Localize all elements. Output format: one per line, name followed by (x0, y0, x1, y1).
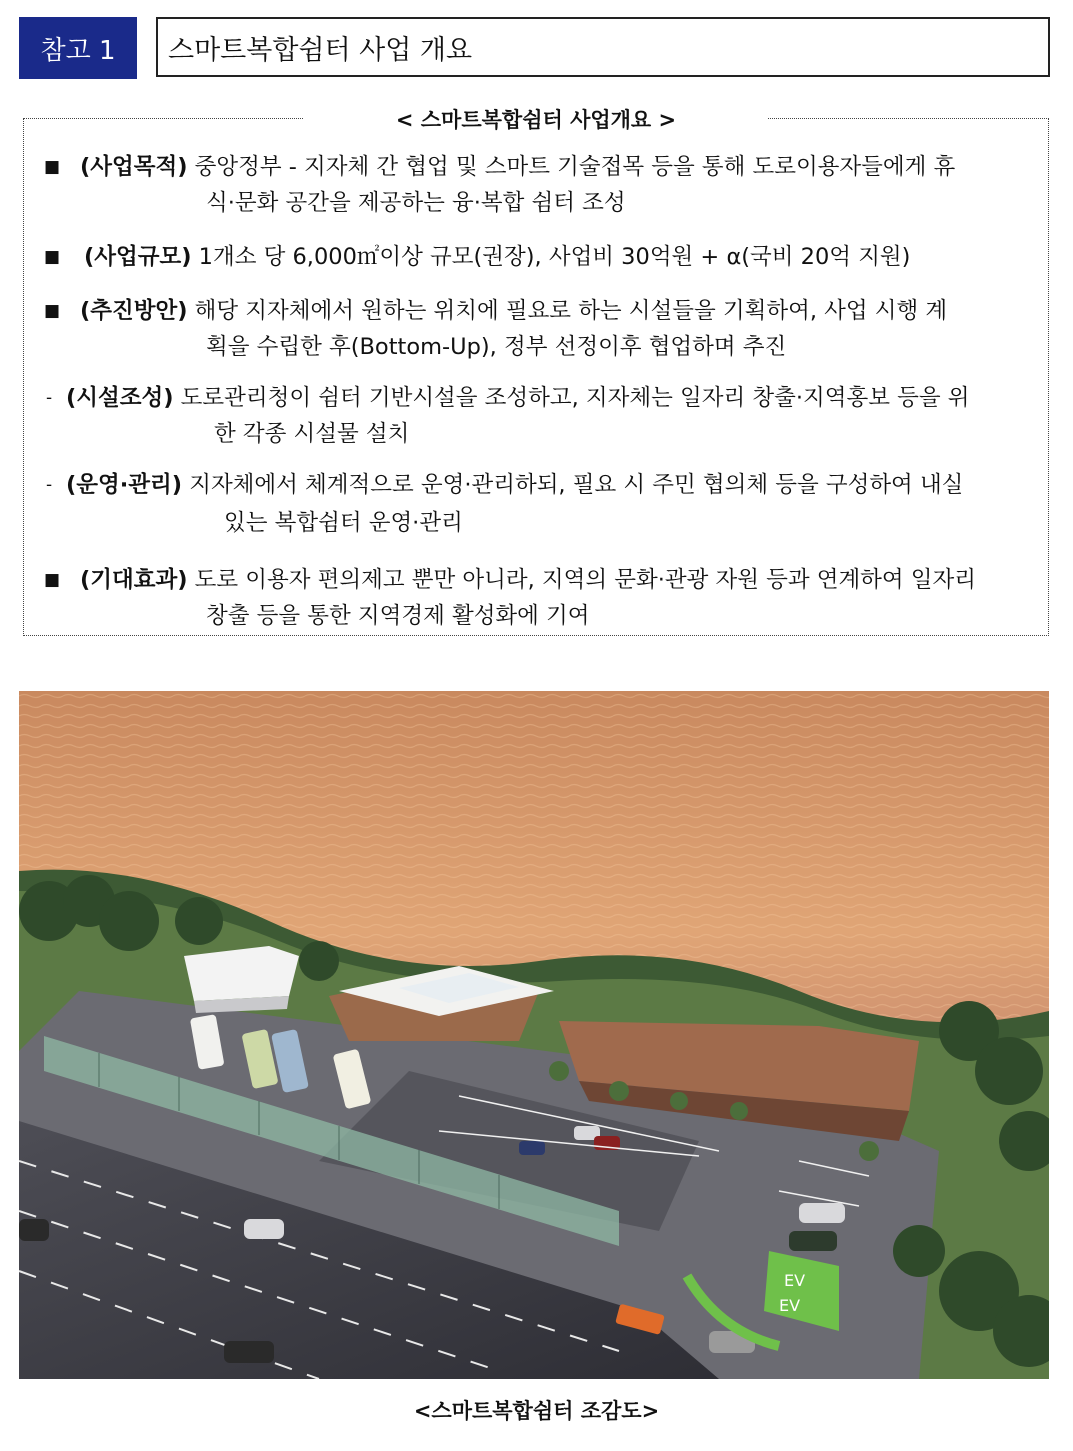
bullet-square-icon: ■ (44, 301, 61, 321)
item-line1 (84, 239, 910, 275)
item-label: (기대효과) (80, 567, 188, 593)
item-label: (사업목적) (80, 154, 188, 180)
bullet-square-icon: ■ (44, 157, 61, 177)
summary-heading (24, 104, 1048, 134)
summary-heading-text: < 스마트복합쉼터 사업개요 > (304, 108, 768, 132)
item-label: (추진방안) (80, 298, 188, 324)
item-line2: 창출 등을 통한 지역경제 활성화에 기여 (206, 603, 590, 629)
dash-marker: - (46, 475, 53, 495)
item-line1 (66, 380, 969, 416)
item-text: 도로관리청이 쉼터 기반시설을 조성하고, 지자체는 일자리 창출·지역홍보 등을 위 (173, 385, 970, 411)
item-text: 도로 이용자 편의제고 뿐만 아니라, 지역의 문화·관광 자원 등과 연계하여 일자리 (187, 567, 977, 593)
summary-box (23, 108, 1049, 636)
item-text: 지자체에서 체계적으로 운영·관리하되, 필요 시 주민 협의체 등을 구성하여 내실 (182, 472, 964, 498)
image-caption: <스마트복합쉼터 조감도> (413, 1399, 660, 1423)
bullet-square-icon: ■ (44, 247, 61, 267)
item-line2: 획을 수립한 후(Bottom-Up), 정부 선정이후 협업하며 추진 (206, 334, 787, 360)
dash-marker: - (46, 388, 53, 408)
ev-label: EV (779, 1296, 801, 1315)
item-text: 1개소 당 6,000㎡이상 규모(권장), 사업비 30억원 + α(국비 20억 지원) (191, 244, 911, 270)
item-label: (운영·관리) (66, 472, 183, 498)
item-line2: 식·문화 공간을 제공하는 융·복합 쉼터 조성 (206, 190, 626, 216)
item-line1 (80, 562, 976, 598)
reference-tag: 참고 1 (19, 17, 137, 79)
ev-label: EV (784, 1271, 806, 1290)
item-line1 (66, 467, 963, 503)
bullet-square-icon: ■ (44, 570, 61, 590)
page-title (156, 17, 1050, 77)
item-line1 (80, 293, 947, 329)
page-title-text: 스마트복합쉼터 사업 개요 (168, 34, 473, 66)
aerial-rendering-image (19, 691, 1049, 1379)
item-text: 해당 지자체에서 원하는 위치에 필요로 하는 시설들을 기획하여, 사업 시행 계 (187, 298, 948, 324)
item-line2: 한 각종 시설물 설치 (214, 421, 410, 447)
item-line1 (80, 149, 955, 185)
item-line2: 있는 복합쉼터 운영·관리 (224, 510, 463, 536)
item-label: (시설조성) (66, 385, 174, 411)
item-text: 중앙정부 - 지자체 간 협업 및 스마트 기술접목 등을 통해 도로이용자들에게 휴 (187, 154, 956, 180)
item-label: (사업규모) (84, 244, 192, 270)
